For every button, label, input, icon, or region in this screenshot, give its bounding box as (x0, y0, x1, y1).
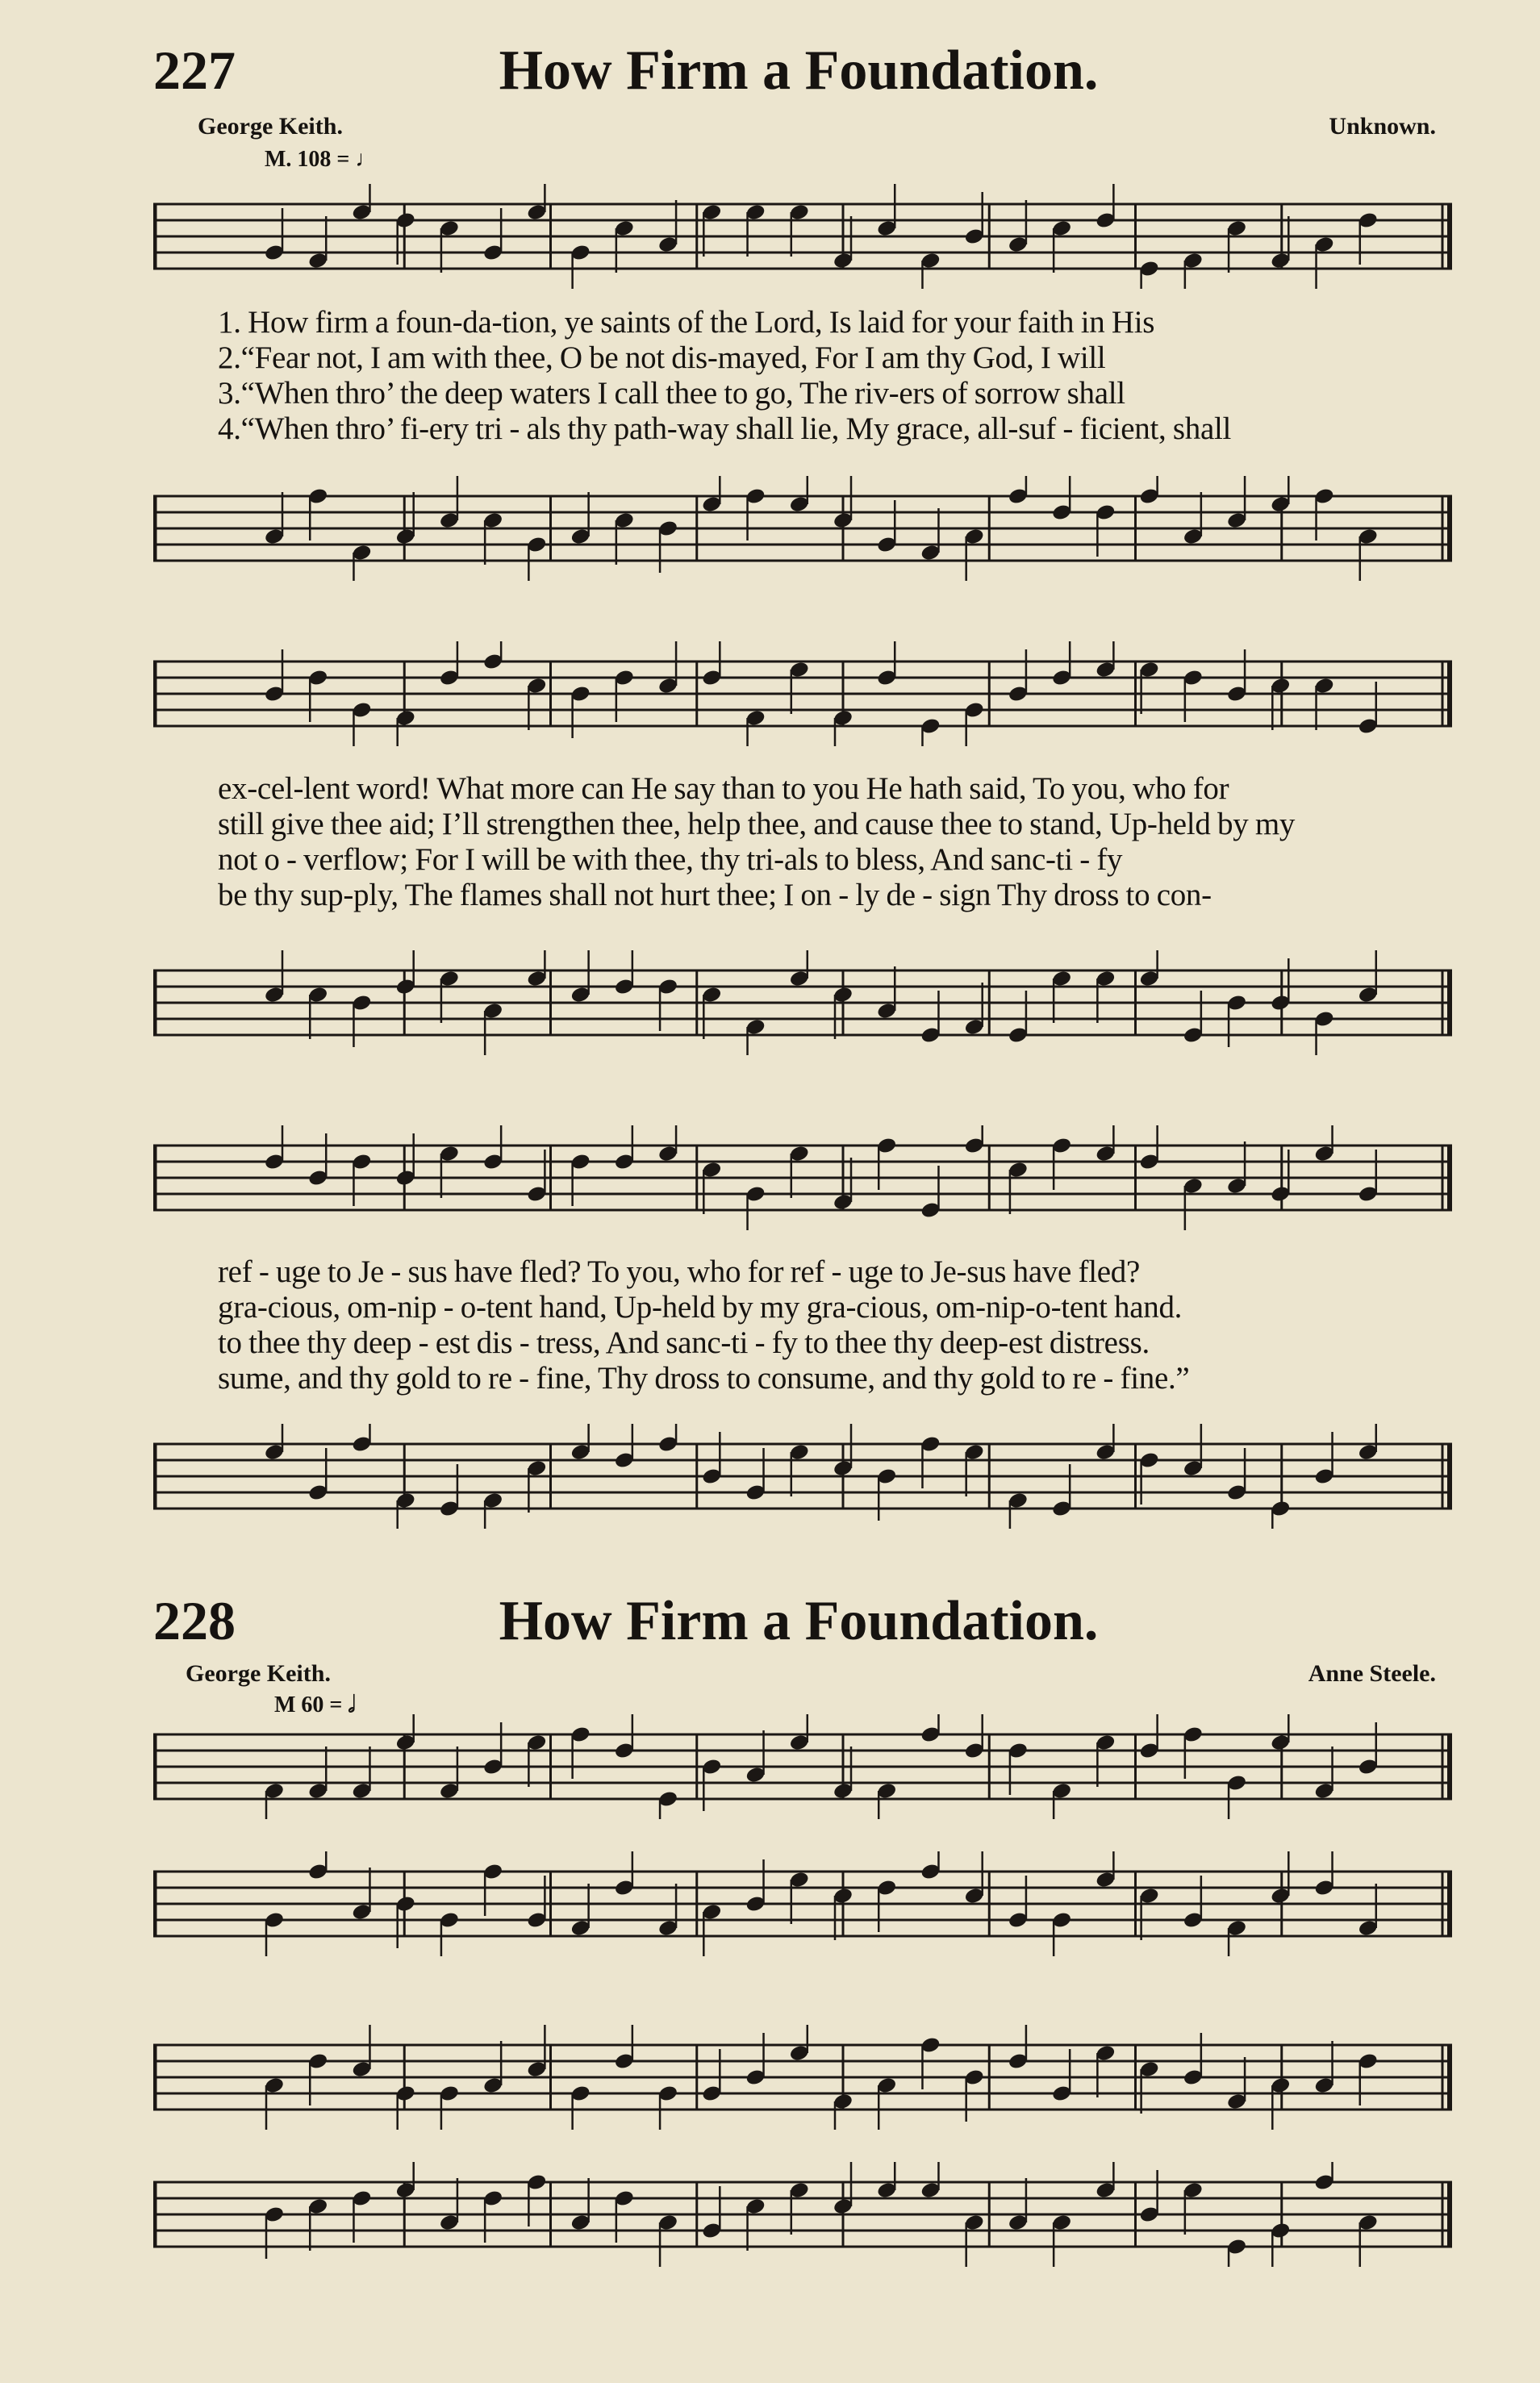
metronome-text: M. 108 = (265, 147, 350, 172)
quarter-note-icon: ♩ (355, 147, 378, 172)
composer-credit: George Keith. (186, 1660, 331, 1687)
bass-staff (153, 2162, 1452, 2267)
treble-staff (153, 2025, 1452, 2130)
hymn-title: How Firm a Foundation. (499, 1590, 1099, 1652)
hymn-number: 228 (153, 1590, 236, 1651)
lyric-verse-1: 1. How firm a foun-da-tion, ye saints of the Lord, Is laid for your faith in His (218, 305, 1155, 340)
composer-credit: George Keith. (198, 113, 343, 140)
treble-staff (153, 184, 1452, 289)
bass-staff-lines (153, 1424, 1452, 1529)
bass-staff-lines (153, 2162, 1452, 2267)
lyric-verse-2: gra-cious, om-nip - o-tent hand, Up-held by my gra-cious, om-nip-o-tent hand. (218, 1290, 1183, 1325)
treble-staff (153, 1714, 1452, 1819)
treble-staff-lines (153, 184, 1452, 289)
lyric-verse-4: sume, and thy gold to re - fine, Thy dross to consume, and thy gold to re - fine.” (218, 1361, 1190, 1396)
bass-staff-lines (153, 1851, 1452, 1956)
treble-staff (153, 641, 1452, 746)
hymn-number: 227 (153, 40, 236, 101)
treble-staff-lines (153, 641, 1452, 746)
lyric-verse-2: 2.“Fear not, I am with thee, O be not dis-mayed, For I am thy God, I will (218, 340, 1106, 375)
lyric-verse-2: still give thee aid; I’ll strengthen thee, help thee, and cause thee to stand, Up-held by my (218, 807, 1296, 841)
lyric-verse-4: 4.“When thro’ fi-ery tri - als thy path-way shall lie, My grace, all-suf - ficient, shall (218, 411, 1232, 446)
metronome-marking (265, 147, 378, 173)
hymn-title: How Firm a Foundation. (499, 40, 1099, 102)
bass-staff (153, 476, 1452, 581)
half-note-icon: 𝅗𝅥 (348, 1692, 356, 1717)
lyrics-block (218, 771, 1444, 913)
treble-staff-lines (153, 2025, 1452, 2130)
bass-staff (153, 1851, 1452, 1956)
bass-staff-lines (153, 476, 1452, 581)
treble-staff-lines (153, 1125, 1452, 1230)
lyric-verse-3: 3.“When thro’ the deep waters I call thee to go, The riv-ers of sorrow shall (218, 376, 1125, 411)
lyric-verse-3: not o - verflow; For I will be with thee, thy tri-als to bless, And sanc-ti - fy (218, 842, 1123, 877)
lyric-verse-1: ref - uge to Je - sus have fled? To you, who for ref - uge to Je-sus have fled? (218, 1254, 1140, 1289)
lyrics-block (218, 305, 1444, 447)
treble-staff-lines (153, 1714, 1452, 1819)
lyric-verse-1: ex-cel-lent word! What more can He say than to you He hath said, To you, who for (218, 771, 1229, 806)
bass-staff-lines (153, 950, 1452, 1055)
bass-staff (153, 950, 1452, 1055)
lyric-verse-4: be thy sup-ply, The flames shall not hurt thee; I on - ly de - sign Thy dross to con- (218, 878, 1212, 912)
bass-staff (153, 1424, 1452, 1529)
treble-staff (153, 1125, 1452, 1230)
author-credit: Anne Steele. (1308, 1660, 1436, 1687)
author-credit: Unknown. (1329, 113, 1436, 140)
lyric-verse-3: to thee thy deep - est dis - tress, And sanc-ti - fy to thee thy deep-est distress. (218, 1325, 1150, 1360)
lyrics-block (218, 1254, 1444, 1396)
metronome-text: M 60 = (274, 1692, 343, 1717)
